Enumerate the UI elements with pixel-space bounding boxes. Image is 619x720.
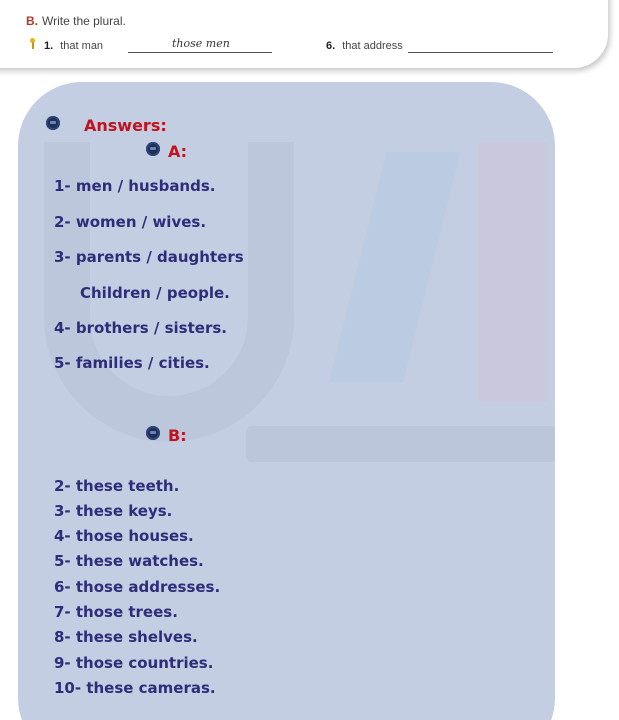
- exercise-instruction: Write the plural.: [42, 14, 126, 28]
- answer-line: Children / people.: [80, 284, 230, 302]
- answer-line: 7- those trees.: [54, 603, 178, 621]
- answer-line: 5- these watches.: [54, 552, 204, 570]
- exercise-letter: B.: [26, 14, 38, 28]
- answer-line: 6- those addresses.: [54, 578, 221, 596]
- answer-line: 3- parents / daughters: [54, 248, 244, 266]
- exercise-item-1: [44, 40, 103, 52]
- item-prompt: that man: [60, 40, 104, 52]
- answers-panel: [18, 82, 555, 720]
- answer-line: 4- brothers / sisters.: [54, 319, 227, 337]
- exercise-card: [0, 0, 608, 68]
- exercise-item-6: [326, 40, 403, 52]
- bullet-icon: [46, 116, 60, 130]
- watermark-bar: [246, 426, 555, 462]
- answer-line: 4- those houses.: [54, 527, 194, 545]
- section-a-label: A:: [168, 142, 188, 161]
- item-prompt: that address: [342, 40, 403, 52]
- watermark-shape: [329, 152, 460, 382]
- handwritten-answer-1: those men: [172, 37, 230, 50]
- answer-line: 2- women / wives.: [54, 213, 207, 231]
- answer-line: 2- these teeth.: [54, 477, 180, 495]
- pin-icon-stick: [32, 42, 34, 49]
- exercise-heading: [26, 14, 126, 28]
- answer-line: 9- those countries.: [54, 654, 214, 672]
- answer-blank-6: [408, 38, 553, 53]
- bullet-icon: [146, 426, 160, 440]
- bullet-icon: [146, 142, 160, 156]
- item-number: 1.: [44, 40, 54, 52]
- answer-line: 8- these shelves.: [54, 628, 198, 646]
- answer-line: 3- these keys.: [54, 502, 173, 520]
- answer-line: 5- families / cities.: [54, 354, 210, 372]
- item-number: 6.: [326, 40, 336, 52]
- section-b-label: B:: [168, 426, 187, 445]
- watermark-shape: [478, 142, 548, 402]
- answer-line: 1- men / husbands.: [54, 177, 216, 195]
- answers-title: Answers:: [84, 116, 167, 135]
- answer-line: 10- these cameras.: [54, 679, 216, 697]
